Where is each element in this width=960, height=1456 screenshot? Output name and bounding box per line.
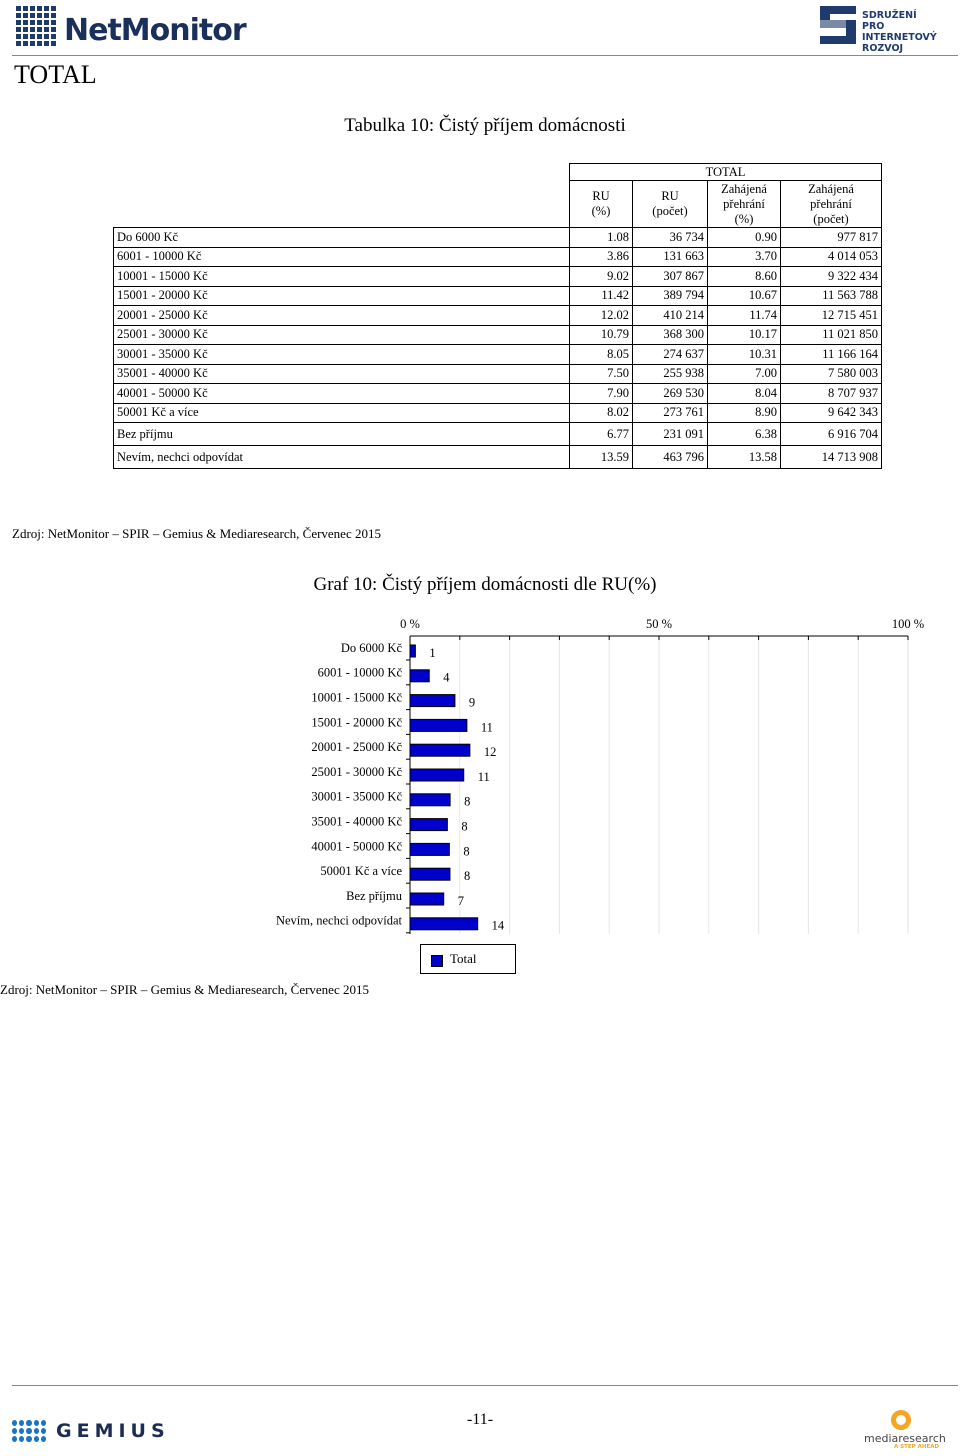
bar xyxy=(410,719,467,731)
cell-ru-pct: 12.02 xyxy=(570,306,633,326)
cell-ru-pct: 8.05 xyxy=(570,345,633,365)
bar xyxy=(410,695,455,707)
table-row xyxy=(114,345,882,365)
table-row xyxy=(114,228,882,248)
mediaresearch-logo-text: mediaresearch xyxy=(864,1432,946,1445)
data-label: 8 xyxy=(463,869,471,884)
row-label: Do 6000 Kč xyxy=(114,228,570,248)
cell-ru-count: 36 734 xyxy=(633,228,708,248)
cell-ru-count: 269 530 xyxy=(633,384,708,404)
data-label: 9 xyxy=(468,695,476,710)
row-label: 30001 - 35000 Kč xyxy=(114,345,570,365)
cell-ru-pct: 7.50 xyxy=(570,364,633,384)
cell-ru-pct: 8.02 xyxy=(570,403,633,423)
mediaresearch-tagline: A STEP AHEAD xyxy=(894,1444,940,1450)
cell-play-count: 7 580 003 xyxy=(781,364,882,384)
chart-legend xyxy=(420,944,516,974)
table-title: Tabulka 10: Čistý příjem domácnosti xyxy=(344,115,626,136)
row-label: 35001 - 40000 Kč xyxy=(114,364,570,384)
bar xyxy=(410,918,478,930)
cell-ru-count: 368 300 xyxy=(633,325,708,345)
cell-play-count: 9 322 434 xyxy=(781,267,882,287)
bar xyxy=(410,744,470,756)
data-label: 7 xyxy=(457,893,464,908)
cell-play-pct: 7.00 xyxy=(708,364,781,384)
mediaresearch-logo xyxy=(858,1410,953,1452)
income-table xyxy=(113,163,882,469)
category-label: 6001 - 10000 Kč xyxy=(317,665,402,680)
cell-play-count: 12 715 451 xyxy=(781,306,882,326)
spir-logo xyxy=(820,6,960,54)
data-label: 8 xyxy=(461,819,468,834)
cell-ru-count: 389 794 xyxy=(633,286,708,306)
category-label: Nevím, nechci odpovídat xyxy=(275,913,402,928)
header-divider xyxy=(12,55,958,56)
category-label: 20001 - 25000 Kč xyxy=(311,740,402,755)
cell-play-pct: 0.90 xyxy=(708,228,781,248)
cell-play-pct: 8.04 xyxy=(708,384,781,404)
cell-ru-pct: 11.42 xyxy=(570,286,633,306)
x-tick-label: 0 % xyxy=(400,617,420,631)
data-label: 11 xyxy=(480,720,493,735)
data-label: 8 xyxy=(463,844,470,859)
data-label: 8 xyxy=(464,794,471,809)
cell-ru-pct: 3.86 xyxy=(570,247,633,267)
cell-play-count: 11 021 850 xyxy=(781,325,882,345)
category-label: 35001 - 40000 Kč xyxy=(311,814,402,829)
col-header-play-pct: Zahájená přehrání (%) xyxy=(708,181,781,228)
table-row xyxy=(114,423,882,446)
table-row xyxy=(114,364,882,384)
legend-label: Total xyxy=(450,951,477,966)
cell-ru-count: 255 938 xyxy=(633,364,708,384)
table-row xyxy=(114,286,882,306)
cell-ru-count: 410 214 xyxy=(633,306,708,326)
page-heading: TOTAL xyxy=(14,60,97,89)
cell-play-pct: 10.67 xyxy=(708,286,781,306)
netmonitor-logo-grid-icon xyxy=(16,6,56,46)
bar xyxy=(410,769,464,781)
cell-ru-count: 307 867 xyxy=(633,267,708,287)
legend-swatch xyxy=(431,955,443,967)
table-row xyxy=(114,247,882,267)
cell-ru-count: 231 091 xyxy=(633,423,708,446)
cell-play-count: 11 166 164 xyxy=(781,345,882,365)
cell-play-count: 14 713 908 xyxy=(781,446,882,469)
category-label: 40001 - 50000 Kč xyxy=(311,839,402,854)
cell-play-count: 9 642 343 xyxy=(781,403,882,423)
chart-title: Graf 10: Čistý příjem domácnosti dle RU(%) xyxy=(313,574,657,595)
cell-play-pct: 6.38 xyxy=(708,423,781,446)
table-row xyxy=(114,306,882,326)
category-label: Do 6000 Kč xyxy=(340,640,402,655)
x-tick-label: 100 % xyxy=(891,617,925,631)
chart-source-note: Zdroj: NetMonitor – SPIR – Gemius & Mediaresearch, Červenec 2015 xyxy=(0,982,369,997)
cell-play-count: 8 707 937 xyxy=(781,384,882,404)
category-label: Bez příjmu xyxy=(346,888,402,903)
bar xyxy=(410,868,450,880)
netmonitor-logo-text: NetMonitor xyxy=(64,13,246,48)
col-header-play-count: Zahájená přehrání (počet) xyxy=(781,181,882,228)
cell-play-pct: 11.74 xyxy=(708,306,781,326)
row-label: 15001 - 20000 Kč xyxy=(114,286,570,306)
gemius-logo-text: GEMIUS xyxy=(56,1420,170,1442)
cell-ru-count: 131 663 xyxy=(633,247,708,267)
row-label: 20001 - 25000 Kč xyxy=(114,306,570,326)
mediaresearch-ring-icon xyxy=(891,1410,911,1430)
cell-play-pct: 10.31 xyxy=(708,345,781,365)
data-label: 14 xyxy=(491,918,505,933)
bar xyxy=(410,794,450,806)
data-label: 11 xyxy=(477,769,490,784)
table-corner xyxy=(114,164,570,228)
cell-ru-count: 273 761 xyxy=(633,403,708,423)
bar xyxy=(410,893,444,905)
category-label: 50001 Kč a více xyxy=(320,864,402,879)
row-label: 40001 - 50000 Kč xyxy=(114,384,570,404)
footer-divider xyxy=(12,1385,958,1386)
col-header-ru-pct: RU (%) xyxy=(570,181,633,228)
row-label: 50001 Kč a více xyxy=(114,403,570,423)
income-bar-chart xyxy=(0,600,960,940)
bar xyxy=(410,819,447,831)
data-label: 4 xyxy=(443,670,450,685)
data-label: 12 xyxy=(483,745,497,760)
table-row xyxy=(114,384,882,404)
cell-play-pct: 8.60 xyxy=(708,267,781,287)
row-label: Nevím, nechci odpovídat xyxy=(114,446,570,469)
cell-play-pct: 10.17 xyxy=(708,325,781,345)
table-row xyxy=(114,403,882,423)
table-row xyxy=(114,325,882,345)
cell-ru-pct: 1.08 xyxy=(570,228,633,248)
table-row xyxy=(114,267,882,287)
cell-play-pct: 3.70 xyxy=(708,247,781,267)
row-label: 6001 - 10000 Kč xyxy=(114,247,570,267)
spir-logo-icon xyxy=(820,6,856,44)
table-group-header: TOTAL xyxy=(570,164,882,181)
cell-play-count: 977 817 xyxy=(781,228,882,248)
cell-ru-pct: 7.90 xyxy=(570,384,633,404)
row-label: 10001 - 15000 Kč xyxy=(114,267,570,287)
table-body xyxy=(114,228,882,469)
table-row xyxy=(114,446,882,469)
cell-ru-pct: 13.59 xyxy=(570,446,633,469)
spir-logo-text: SDRUŽENÍ PRO INTERNETOVÝ ROZVOJ xyxy=(862,10,937,54)
cell-ru-pct: 10.79 xyxy=(570,325,633,345)
bar xyxy=(410,670,429,682)
cell-ru-pct: 6.77 xyxy=(570,423,633,446)
cell-play-pct: 8.90 xyxy=(708,403,781,423)
bar xyxy=(410,645,415,657)
x-tick-label: 50 % xyxy=(645,617,673,631)
cell-play-pct: 13.58 xyxy=(708,446,781,469)
category-label: 30001 - 35000 Kč xyxy=(311,789,402,804)
cell-ru-pct: 9.02 xyxy=(570,267,633,287)
cell-play-count: 4 014 053 xyxy=(781,247,882,267)
cell-play-count: 6 916 704 xyxy=(781,423,882,446)
cell-play-count: 11 563 788 xyxy=(781,286,882,306)
category-label: 10001 - 15000 Kč xyxy=(311,690,402,705)
row-label: 25001 - 30000 Kč xyxy=(114,325,570,345)
cell-ru-count: 274 637 xyxy=(633,345,708,365)
page-number: -11- xyxy=(466,1411,494,1428)
row-label: Bez příjmu xyxy=(114,423,570,446)
netmonitor-logo xyxy=(16,4,246,48)
category-label: 25001 - 30000 Kč xyxy=(311,764,402,779)
bar xyxy=(410,843,449,855)
col-header-ru-count: RU (počet) xyxy=(633,181,708,228)
source-note: Zdroj: NetMonitor – SPIR – Gemius & Mediaresearch, Červenec 2015 xyxy=(12,526,381,541)
data-label: 1 xyxy=(429,645,436,660)
category-label: 15001 - 20000 Kč xyxy=(311,715,402,730)
cell-ru-count: 463 796 xyxy=(633,446,708,469)
